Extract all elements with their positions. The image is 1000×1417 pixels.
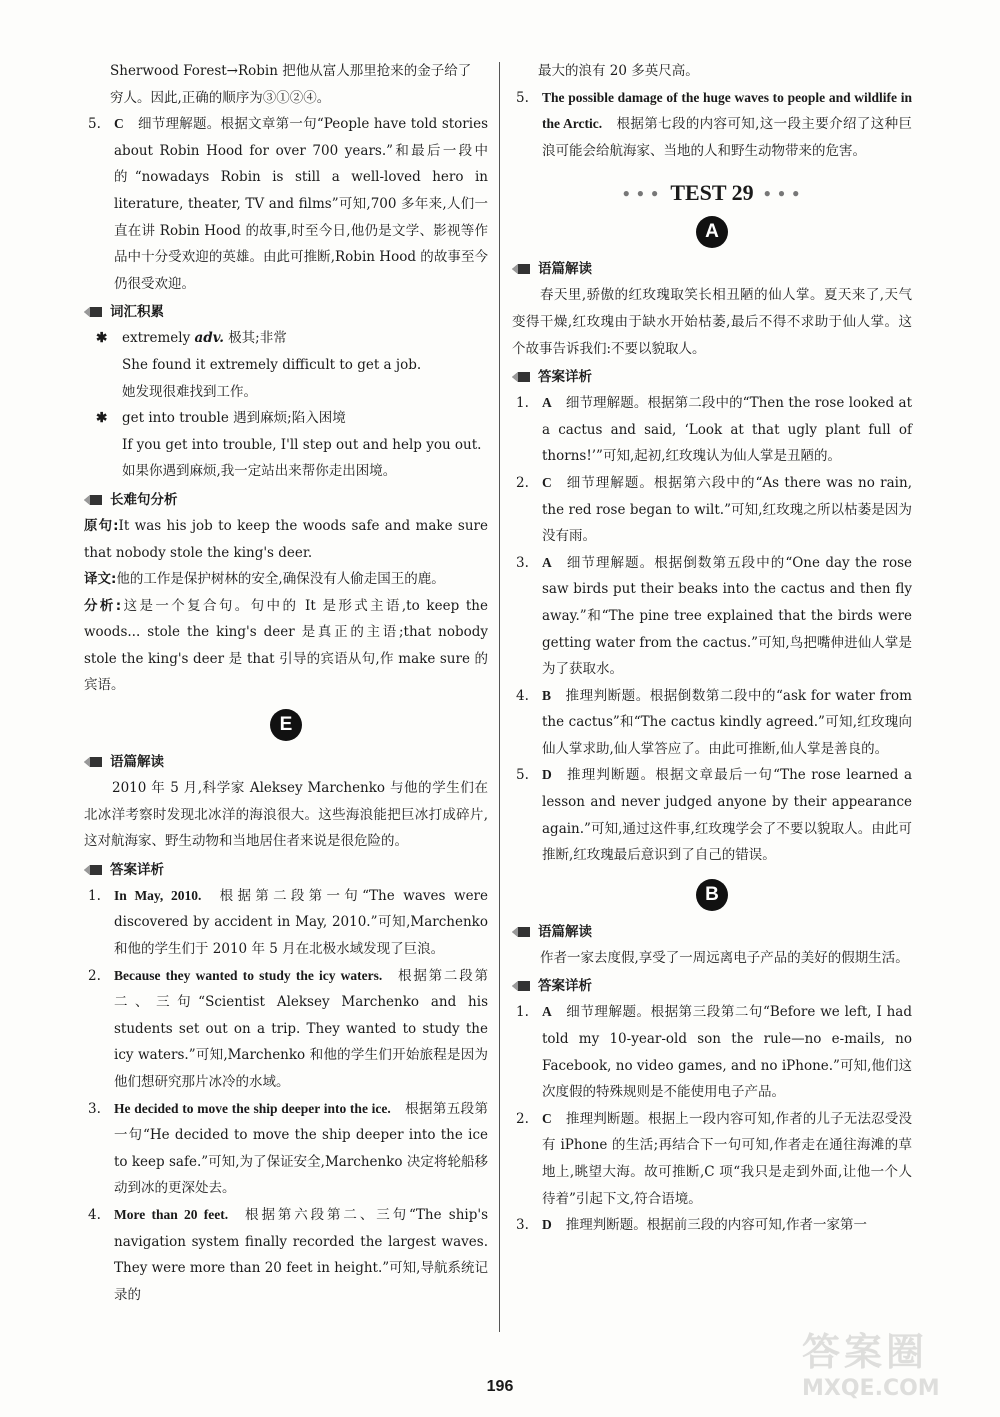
translation: 译文:他的工作是保护树林的安全,确保没有人偷走国王的鹿。 — [84, 571, 445, 588]
vocab-meaning: 遇到麻烦;陷入困境 — [233, 410, 346, 427]
reading-summary: 春天里,骄傲的红玫瑰取笑长相丑陋的仙人掌。夏天来了,天气变得干燥,红玫瑰由于缺水开始枯萎,最后不得不求助于仙人掌。这个故事告诉我们:不要以貌取人。 — [512, 287, 912, 357]
item-explanation: 细节理解题。根据文章第一句“People have told stories about Robin Hood for over 700 years.”和最后一段中的“nowadays Robin is still a well-loved hero in literature, theater, TV and films”可知,700 多年来,人们一直在讲 Robin Hood 的故事,时至今日,他仍是文学、影视等作品中十分受欢迎的英雄。由此可推断,Robin Hood 的故事至今仍很受欢迎。 — [114, 116, 488, 292]
original-sentence: 原句:It was his job to keep the woods safe and make sure that nobody stole the king's deer. — [84, 517, 488, 561]
vocab-entry — [84, 325, 488, 352]
section-marker — [512, 879, 912, 911]
answer-item — [84, 111, 488, 297]
answers-heading: 答案详析 — [84, 857, 488, 883]
pencil-icon — [512, 370, 534, 384]
watermark-logo: 答案圈 MXQE.COM — [802, 1330, 940, 1401]
vocab-example-en: She found it extremely difficult to get a job. — [122, 356, 422, 373]
analysis: 分析:这是一个复合句。句中的 It 是形式主语,to keep the woods... stole the king's deer 是真正的主语;that nobody stole the king's deer 是 that 引导的宾语从句,作 make sure 的宾语。 — [84, 597, 488, 694]
vocab-meaning: 极其;非常 — [228, 330, 287, 347]
answer-item: 3. A 细节理解题。根据倒数第五段中的“One day the rose saw birds put their beaks into the cactus and then fly away.”和“The pine tree explained that the birds were getting water from the cactus.”可知,鸟把嘴伸进仙人掌是为了获取水。 — [516, 554, 912, 678]
answers-heading: 答案详析 — [512, 973, 912, 999]
continued-line: 最大的浪有 20 多英尺高。 — [538, 63, 699, 79]
right-column — [512, 58, 912, 1239]
vocab-term: get into trouble — [122, 410, 229, 427]
vocab-entry — [84, 405, 488, 432]
section-letter-e: E — [270, 709, 302, 741]
answer-item: 3. D 推理判断题。根据前三段的内容可知,作者一家第一 — [516, 1217, 868, 1234]
sentence-heading: 长难句分析 — [84, 487, 488, 513]
answer-item: 1. A 细节理解题。根据第二段中的“Then the rose looked at a cactus and said, ‘Look at that ugly plant full of thorns!’”可知,起初,红玫瑰认为仙人掌是丑陋的。 — [516, 395, 912, 465]
vocab-example-zh: 如果你遇到麻烦,我一定站出来帮你走出困境。 — [122, 463, 397, 480]
answer-item: 1. In May, 2010. 根据第二段第一句“The waves were discovered by accident in May, 2010.”可知,Marchenko 和他的学生们于 2010 年 5 月在北极水域发现了巨浪。 — [88, 887, 489, 958]
answers-heading: 答案详析 — [512, 364, 912, 390]
item-number: 5. — [88, 116, 101, 133]
answer-item: 5. The possible damage of the huge waves to people and wildlife in the Arctic. 根据第七段的内容可知,这一段主要介绍了这种巨浪可能会给航海家、当地的人和野生动物带来的危害。 — [516, 89, 913, 159]
pencil-icon — [512, 925, 534, 939]
reading-summary: 2010 年 5 月,科学家 Aleksey Marchenko 与他的学生们在北冰洋考察时发现北冰洋的海浪很大。这些海浪能把巨冰打成碎片,这对航海家、野生动物和当地居住者来说是很危险的。 — [84, 780, 488, 850]
continued-line: 穷人。因此,正确的顺序为③①②④。 — [110, 89, 331, 106]
answer-item: 5. D 推理判断题。根据文章最后一句“The rose learned a lesson and never judged anyone by their appearance again.”可知,通过这件事,红玫瑰学会了不要以貌取人。由此可推断,红玫瑰最后意识到了自己的错误。 — [516, 767, 912, 864]
continued-line: Sherwood Forest→Robin 把他从富人那里抢来的金子给了 — [110, 63, 472, 79]
vocab-heading: 词汇积累 — [84, 299, 488, 325]
pencil-icon — [84, 305, 106, 319]
vocab-pos: adv. — [194, 330, 224, 347]
page-number: 196 — [486, 1378, 514, 1395]
dots-decoration: ● ● ● — [622, 185, 661, 200]
pencil-icon — [512, 979, 534, 993]
test-title — [512, 180, 912, 206]
pencil-icon — [512, 262, 534, 276]
reading-summary: 作者一家去度假,享受了一周远离电子产品的美好的假期生活。 — [540, 949, 909, 966]
pencil-icon — [84, 863, 106, 877]
section-marker — [512, 216, 912, 248]
section-marker — [84, 709, 488, 741]
answer-item: 2. C 细节理解题。根据第六段中的“As there was no rain, the red rose began to wilt.”可知,红玫瑰之所以枯萎是因为没有雨。 — [516, 474, 912, 545]
test-title-text: TEST 29 — [670, 180, 754, 206]
vocab-term: extremely — [122, 330, 191, 347]
answer-item: 2. Because they wanted to study the icy waters. 根据第二段第二、三句“Scientist Aleksey Marchenko and his students set out on a trip. They wanted to study the icy waters.”可知,Marchenko 和他的学生们开始旅程是因为他们想研究那片冰冷的水域。 — [88, 967, 488, 1090]
left-column — [84, 58, 488, 1308]
column-divider — [499, 62, 500, 1332]
item-answer: C — [114, 116, 124, 132]
answer-item: 3. He decided to move the ship deeper into the ice. 根据第五段第一句“He decided to move the ship deeper into the ice to keep safe.”可知,为了保证安全,Marchenko 决定将轮船移动到冰的更深处去。 — [88, 1100, 489, 1197]
star-icon: ✱ — [96, 330, 108, 347]
answer-item: 2. C 推理判断题。根据上一段内容可知,作者的儿子无法忍受没有 iPhone 的生活;再结合下一句可知,作者走在通往海滩的草地上,眺望大海。故可推断,C 项“我只是走到外面,让他一个人待着”引起下文,符合语境。 — [516, 1110, 912, 1207]
answer-item: 4. More than 20 feet. 根据第六段第二、三句“The ship's navigation system finally recorded the largest waves. They were more than 20 feet in height.”可知,导航系统记录的 — [88, 1206, 488, 1303]
answer-item: 1. A 细节理解题。根据第三段第二句“Before we left, I had told my 10-year-old son the rule—no e-mails, no Facebook, no video games, and no iPhone.”可知,他们这次度假的特殊规则是不能使用电子产品。 — [516, 1004, 912, 1101]
reading-heading: 语篇解读 — [512, 919, 912, 945]
reading-heading: 语篇解读 — [84, 749, 488, 775]
dots-decoration: ● ● ● — [763, 185, 802, 200]
pencil-icon — [84, 493, 106, 507]
section-letter-b: B — [696, 879, 728, 911]
reading-heading: 语篇解读 — [512, 256, 912, 282]
pencil-icon — [84, 755, 106, 769]
vocab-example-zh: 她发现很难找到工作。 — [122, 383, 257, 400]
answer-item: 4. B 推理判断题。根据倒数第二段中的“ask for water from the cactus”和“The cactus kindly agreed.”可知,红玫瑰向仙人掌求助,仙人掌答应了。由此可推断,仙人掌是善良的。 — [516, 687, 912, 757]
star-icon: ✱ — [96, 410, 108, 427]
section-letter-a: A — [696, 216, 728, 248]
vocab-example-en: If you get into trouble, I'll step out and help you out. — [122, 436, 482, 453]
